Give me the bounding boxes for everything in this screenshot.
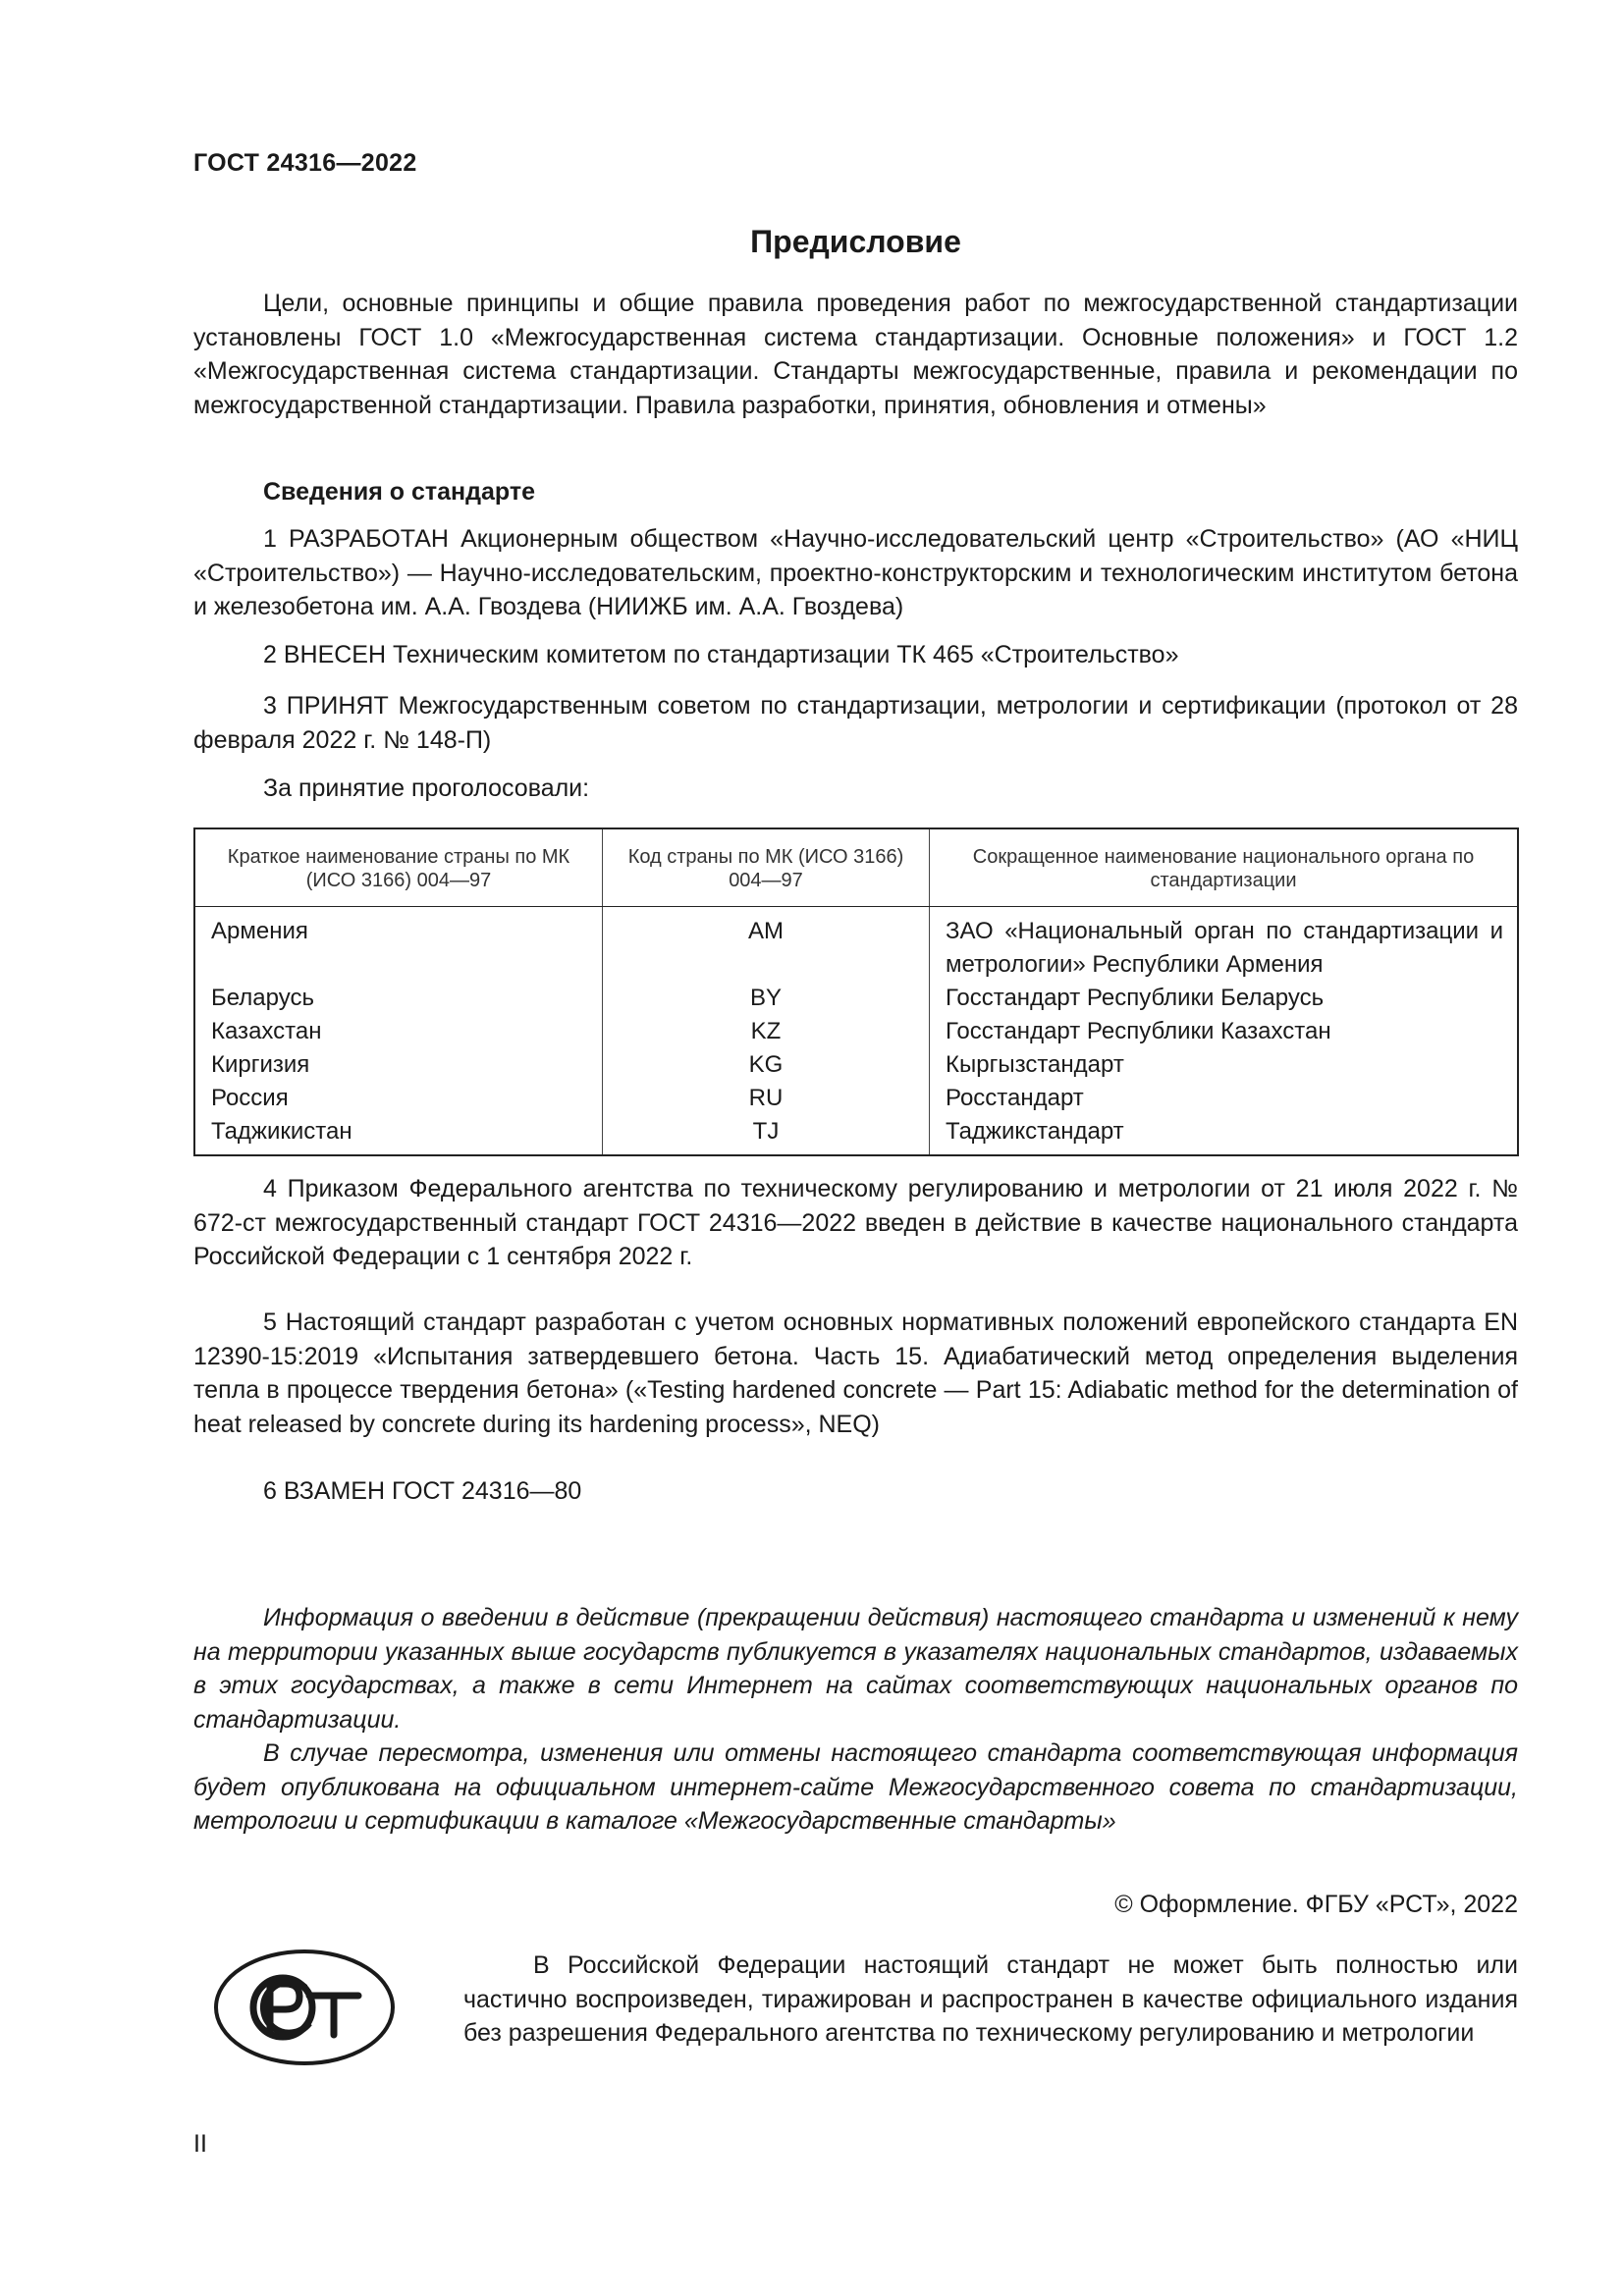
code-cell: AM bbox=[603, 907, 930, 983]
info-item-3: 3 ПРИНЯТ Межгосударственным советом по стандартизации, метрологии и сертификации (протокол от 28 февраля 2022 г. № 148-П) bbox=[193, 692, 1518, 754]
organ-cell: Кыргызстандарт bbox=[930, 1048, 1519, 1082]
table-row bbox=[194, 1115, 1518, 1155]
copyright-line: © Оформление. ФГБУ «РСТ», 2022 bbox=[1114, 1891, 1518, 1918]
table-header-row bbox=[194, 828, 1518, 907]
votes-intro: За принятие проголосовали: bbox=[263, 774, 590, 802]
organ-cell: ЗАО «Национальный орган по стандартизации и метрологии» Республики Армения bbox=[930, 907, 1519, 983]
section-heading: Сведения о стандарте bbox=[263, 478, 536, 506]
code-cell: KZ bbox=[603, 1015, 930, 1048]
organ-cell: Госстандарт Республики Беларусь bbox=[930, 982, 1519, 1015]
table-row bbox=[194, 1048, 1518, 1082]
organ-cell: Росстандарт bbox=[930, 1082, 1519, 1115]
page-number: II bbox=[193, 2130, 207, 2158]
info-item-1: 1 РАЗРАБОТАН Акционерным обществом «Научно-исследовательский центр «Строительство» (АО «НИЦ «Строительство») — Научно-исследовательским, проектно-конструкторским и технологическим институтом бетона и железобетона им. А.А. Гвоздева (НИИЖБ им. А.А. Гвоздева) bbox=[193, 525, 1518, 620]
header-country: Краткое наименование страны по МК (ИСО 3166) 004—97 bbox=[194, 828, 603, 907]
table-row bbox=[194, 1015, 1518, 1048]
table-row bbox=[194, 907, 1518, 983]
info-item-4: 4 Приказом Федерального агентства по техническому регулированию и метрологии от 21 июля 2022 г. № 672-ст межгосударственный стандарт ГОСТ 24316—2022 введен в действие в качестве национального стандарта Российской Федерации с 1 сентября 2022 г. bbox=[193, 1175, 1518, 1270]
code-cell: KG bbox=[603, 1048, 930, 1082]
table-row bbox=[194, 1082, 1518, 1115]
country-cell: Таджикистан bbox=[194, 1115, 603, 1155]
country-cell: Россия bbox=[194, 1082, 603, 1115]
page-title: Предисловие bbox=[750, 224, 961, 259]
italic-notice-1: Информация о введении в действие (прекращении действия) настоящего стандарта и изменений к нему на территории указанных выше государств публикуется в указателях национальных стандартов, издаваемых в этих государствах, а также в сети Интернет на сайтах соответствующих национальных органов по стандартизации. bbox=[193, 1604, 1518, 1734]
country-cell: Казахстан bbox=[194, 1015, 603, 1048]
intro-paragraph: Цели, основные принципы и общие правила проведения работ по межгосударственной стандартизации установлены ГОСТ 1.0 «Межгосударственная система стандартизации. Основные положения» и ГОСТ 1.2 «Межгосударственная система стандартизации. Стандарты межгосударственные, правила и рекомендации по межгосударственной стандартизации. Правила разработки, принятия, обновления и отмены» bbox=[193, 290, 1518, 419]
organ-cell: Таджикстандарт bbox=[930, 1115, 1519, 1155]
code-cell: BY bbox=[603, 982, 930, 1015]
country-cell: Киргизия bbox=[194, 1048, 603, 1082]
header-code: Код страны по МК (ИСО 3166) 004—97 bbox=[603, 828, 930, 907]
table-row bbox=[194, 982, 1518, 1015]
info-item-5: 5 Настоящий стандарт разработан с учетом основных нормативных положений европейского стандарта EN 12390-15:2019 «Испытания затвердевшего бетона. Часть 15. Адиабатический метод определения выделения тепла в процессе твердения бетона» («Testing hardened concrete — Part 15: Adiabatic method for the determination of heat released by concrete during its hardening process», NEQ) bbox=[193, 1308, 1518, 1438]
country-cell: Армения bbox=[194, 907, 603, 983]
country-cell: Беларусь bbox=[194, 982, 603, 1015]
organ-cell: Госстандарт Республики Казахстан bbox=[930, 1015, 1519, 1048]
info-item-2: 2 ВНЕСЕН Техническим комитетом по стандартизации ТК 465 «Строительство» bbox=[263, 641, 1179, 668]
italic-notice-2: В случае пересмотра, изменения или отмены настоящего стандарта соответствующая информация будет опубликована на официальном интернет-сайте Межгосударственного совета по стандартизации, метрологии и сертификации в каталоге «Межгосударственные стандарты» bbox=[193, 1739, 1518, 1835]
code-cell: RU bbox=[603, 1082, 930, 1115]
document-id: ГОСТ 24316—2022 bbox=[193, 149, 417, 177]
votes-table bbox=[193, 828, 1519, 1156]
info-item-6: 6 ВЗАМЕН ГОСТ 24316—80 bbox=[263, 1477, 582, 1505]
reproduction-notice: В Российской Федерации настоящий стандарт не может быть полностью или частично воспроизведен, тиражирован и распространен в качестве официального издания без разрешения Федерального агентства по техническому регулированию и метрологии bbox=[463, 1951, 1518, 2047]
code-cell: TJ bbox=[603, 1115, 930, 1155]
header-organ: Сокращенное наименование национального органа по стандартизации bbox=[930, 828, 1519, 907]
rst-logo-icon bbox=[211, 1947, 398, 2068]
